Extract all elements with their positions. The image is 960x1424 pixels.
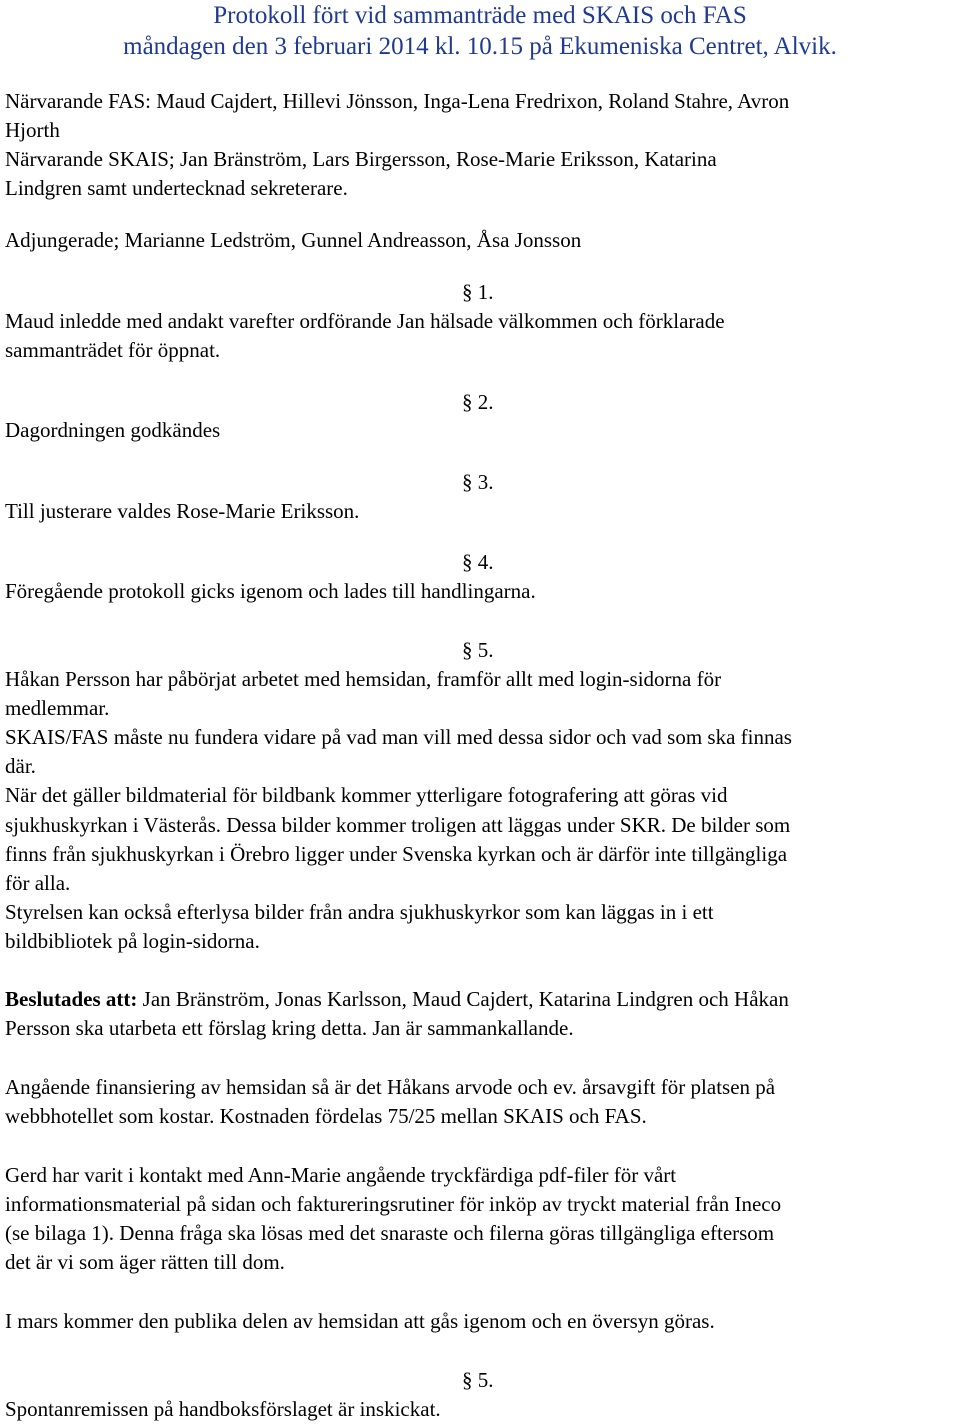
section-2-heading: § 2.	[462, 390, 494, 414]
section-3-heading: § 3.	[462, 470, 494, 494]
attendees-skais-line-2: Lindgren samt undertecknad sekreterare.	[5, 176, 348, 200]
section-1-heading: § 1.	[462, 280, 494, 304]
section-5-para-1-line-2: medlemmar.	[5, 696, 110, 720]
section-5-para-2-line-1: SKAIS/FAS måste nu fundera vidare på vad man vill med dessa sidor och vad som ska finnas	[5, 725, 792, 749]
attendees-skais-line-1: Närvarande SKAIS; Jan Bränström, Lars Birgersson, Rose-Marie Eriksson, Katarina	[5, 147, 717, 171]
section-5-heading: § 5.	[462, 638, 494, 662]
section-5-para-2-line-2: där.	[5, 754, 36, 778]
section-4-text: Föregående protokoll gicks igenom och lades till handlingarna.	[5, 579, 536, 603]
attendees-fas-line-1: Närvarande FAS: Maud Cajdert, Hillevi Jönsson, Inga-Lena Fredrixon, Roland Stahre, Avron	[5, 89, 790, 113]
section-5-para-1-line-1: Håkan Persson har påbörjat arbetet med hemsidan, framför allt med login-sidorna för	[5, 667, 722, 691]
section-2-text: Dagordningen godkändes	[5, 418, 221, 442]
decision-text-1: Jan Bränström, Jonas Karlsson, Maud Cajdert, Katarina Lindgren och Håkan	[137, 987, 789, 1011]
section-5b-heading: § 5.	[462, 1368, 494, 1392]
document-title-line-2: måndagen den 3 februari 2014 kl. 10.15 på Ekumeniska Centret, Alvik.	[123, 33, 837, 60]
gerd-line-3: (se bilaga 1). Denna fråga ska lösas med det snaraste och filerna göras tillgängliga eftersom	[5, 1221, 775, 1245]
decision-line-2: Persson ska utarbeta ett förslag kring detta. Jan är sammankallande.	[5, 1016, 574, 1040]
financing-line-2: webbhotellet som kostar. Kostnaden fördelas 75/25 mellan SKAIS och FAS.	[5, 1104, 647, 1128]
section-5-para-3-line-2: sjukhuskyrkan i Västerås. Dessa bilder kommer troligen att läggas under SKR. De bilder som	[5, 813, 791, 837]
section-5b-text: Spontanremissen på handboksförslaget är inskickat.	[5, 1397, 441, 1421]
document-title-line-1: Protokoll fört vid sammanträde med SKAIS och FAS	[213, 2, 747, 29]
gerd-line-1: Gerd har varit i kontakt med Ann-Marie angående tryckfärdiga pdf-filer för vårt	[5, 1163, 677, 1187]
decision-label: Beslutades att:	[5, 987, 138, 1011]
section-4-heading: § 4.	[462, 550, 494, 574]
section-5-para-3-line-4: för alla.	[5, 871, 71, 895]
section-1-line-2: sammanträdet för öppnat.	[5, 338, 221, 362]
section-5-para-3-line-3: finns från sjukhuskyrkan i Örebro ligger under Svenska kyrkan och är därför inte tillgängliga	[5, 842, 788, 866]
gerd-line-2: informationsmaterial på sidan och faktureringsrutiner för inköp av tryckt material från Ineco	[5, 1192, 782, 1216]
financing-line-1: Angående finansiering av hemsidan så är det Håkans arvode och ev. årsavgift för platsen på	[5, 1075, 776, 1099]
section-5-para-3-line-1: När det gäller bildmaterial för bildbank kommer ytterligare fotografering att göras vid	[5, 783, 728, 807]
section-3-text: Till justerare valdes Rose-Marie Eriksson.	[5, 499, 360, 523]
gerd-line-4: det är vi som äger rätten till dom.	[5, 1250, 285, 1274]
decision-line-1	[5, 985, 789, 1014]
attendees-adjunct: Adjungerade; Marianne Ledström, Gunnel Andreasson, Åsa Jonsson	[5, 228, 582, 252]
section-5-para-4-line-2: bildbibliotek på login-sidorna.	[5, 929, 260, 953]
section-1-line-1: Maud inledde med andakt varefter ordförande Jan hälsade välkommen och förklarade	[5, 309, 725, 333]
mars-line: I mars kommer den publika delen av hemsidan att gås igenom och en översyn göras.	[5, 1309, 715, 1333]
section-5-para-4-line-1: Styrelsen kan också efterlysa bilder från andra sjukhuskyrkor som kan läggas in i ett	[5, 900, 714, 924]
attendees-fas-line-2: Hjorth	[5, 118, 60, 142]
